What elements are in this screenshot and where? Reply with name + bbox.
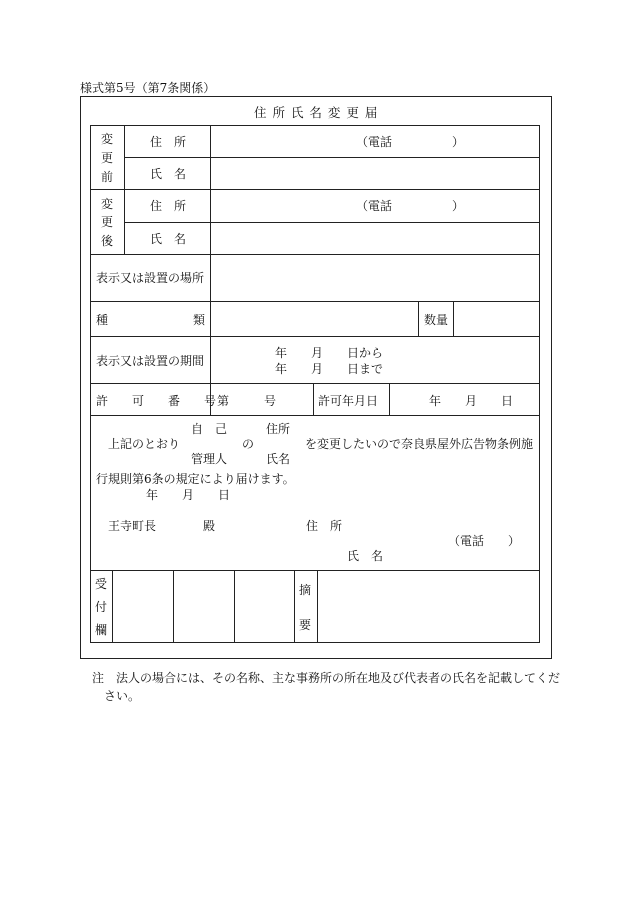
permit-date-value: 年 月 日 xyxy=(429,394,514,408)
note-prefix: 注 xyxy=(92,671,105,685)
decl-no-word: の xyxy=(242,437,255,451)
reception-char-3: 欄 xyxy=(95,623,108,637)
quantity-label: 数量 xyxy=(424,313,449,327)
after-name-label: 氏 名 xyxy=(150,232,187,246)
before-group-char-3: 前 xyxy=(101,170,114,184)
before-address-label: 住 所 xyxy=(150,135,187,149)
decl-self-label: 自 己 xyxy=(191,422,228,436)
remarks-char-2: 要 xyxy=(299,618,312,632)
after-group-char-1: 変 xyxy=(101,197,114,211)
decl-honorific: 殿 xyxy=(203,519,216,533)
decl-applicant-phone: （電話 ） xyxy=(448,534,521,548)
reception-char-2: 付 xyxy=(95,600,108,614)
decl-address-word: 住所 xyxy=(266,422,291,436)
form-number-label: 様式第5号（第7条関係） xyxy=(80,81,216,95)
decl-applicant-name: 氏 名 xyxy=(347,549,384,563)
before-name-label: 氏 名 xyxy=(150,167,187,181)
decl-manager-label: 管理人 xyxy=(191,452,228,466)
kind-label-start: 種 xyxy=(96,313,109,327)
location-label: 表示又は設置の場所 xyxy=(96,271,205,285)
after-phone-label: （電話 ） xyxy=(356,199,465,213)
before-group-char-2: 更 xyxy=(101,151,114,165)
before-group-char-1: 変 xyxy=(101,132,114,146)
decl-date: 年 月 日 xyxy=(146,488,231,502)
kind-label-end: 類 xyxy=(193,313,206,327)
reception-char-1: 受 xyxy=(95,577,108,591)
decl-line1-prefix: 上記のとおり xyxy=(108,437,181,451)
note-line-1: 法人の場合には、その名称、主な事務所の所在地及び代表者の氏名を記載してくだ xyxy=(116,671,561,685)
period-label: 表示又は設置の期間 xyxy=(96,354,205,368)
permit-date-label: 許可年月日 xyxy=(318,394,379,408)
decl-name-word: 氏名 xyxy=(266,452,291,466)
after-group-char-3: 後 xyxy=(101,234,114,248)
remarks-char-1: 摘 xyxy=(299,583,312,597)
decl-addressee: 王寺町長 xyxy=(108,519,157,533)
after-address-label: 住 所 xyxy=(150,199,187,213)
period-from: 年 月 日から xyxy=(275,346,384,360)
decl-line2: 行規則第6条の規定により届けます。 xyxy=(96,472,295,486)
permit-number-suffix: 号 xyxy=(264,394,277,408)
before-phone-label: （電話 ） xyxy=(356,135,465,149)
after-group-char-2: 更 xyxy=(101,215,114,229)
form-title: 住 所 氏 名 変 更 届 xyxy=(254,105,379,120)
permit-number-label: 許 可 番 号 xyxy=(96,394,217,408)
decl-line1-suffix: を変更したいので奈良県屋外広告物条例施 xyxy=(305,437,534,451)
period-to: 年 月 日まで xyxy=(275,362,384,376)
permit-number-prefix: 第 xyxy=(217,394,230,408)
decl-applicant-address: 住 所 xyxy=(306,519,343,533)
note-line-2: さい。 xyxy=(104,689,141,703)
